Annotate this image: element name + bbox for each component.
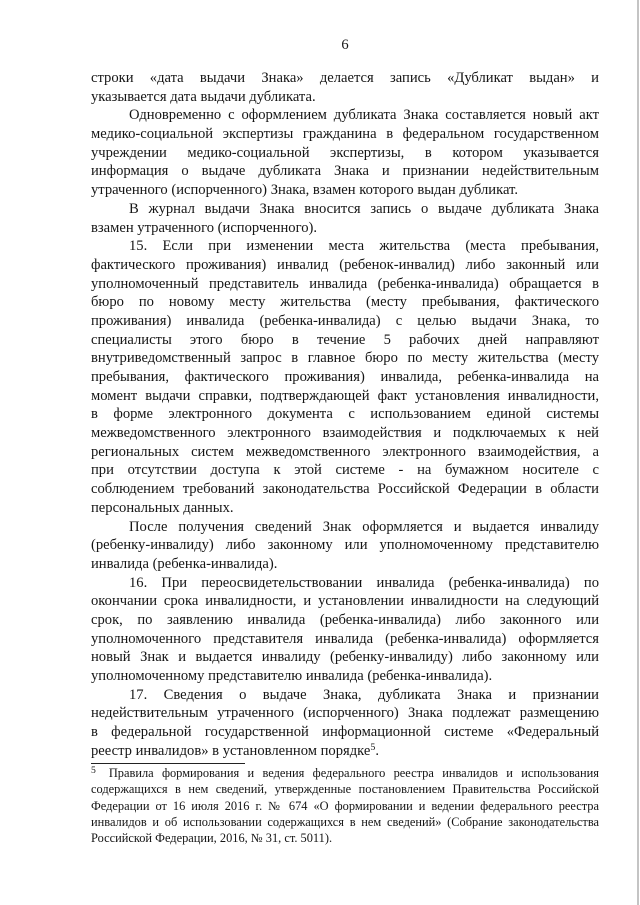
footnote-line: инвалидов и об использовании содержащихся в нем сведений» (Собрание законодательства <box>91 814 599 829</box>
footnote-reference: 5 <box>370 741 376 753</box>
paragraph-duplicate-record-continuation <box>91 69 599 106</box>
paragraph-line: (ребенку-инвалиду) либо законному или уполномоченному представителю <box>91 537 599 554</box>
paragraph-line: В журнал выдачи Знака вносится запись о выдаче дубликата Знака <box>129 200 599 217</box>
paragraph-journal-entry <box>91 200 599 237</box>
paragraph-after-information <box>91 518 599 574</box>
paragraph-line: После получения сведений Знак оформляется и выдается инвалиду <box>129 518 599 535</box>
paragraph-line: в федеральной государственной информационной системе «Федеральный <box>91 724 599 741</box>
footnote-marker: 5 <box>91 765 96 776</box>
paragraph-new-act <box>91 106 599 199</box>
scan-edge <box>637 0 639 905</box>
footnote-line: Российской Федерации, 2016, № 31, ст. 5011). <box>91 831 333 846</box>
paragraph-line: взамен утраченного (испорченного). <box>91 219 317 236</box>
paragraph-line <box>91 742 599 761</box>
footnote-line: Федерации от 16 июля 2016 г. № 674 «О формировании и ведении федерального реестра <box>91 798 599 813</box>
footnote-line: содержащихся в нем сведений, утвержденные постановлением Правительства Российской <box>91 782 599 797</box>
page-number: 6 <box>341 37 349 53</box>
paragraph-line: пребывания, фактического проживания) инвалида, ребенка-инвалида на <box>91 369 599 385</box>
paragraph-line: региональных систем межведомственного электронного взаимодействия, а <box>91 443 599 460</box>
paragraph-line: внутриведомственный запрос в главное бюро по месту жительства (месту <box>91 350 599 367</box>
paragraph-line: новый Знак и выдается инвалиду (ребенку-инвалиду) либо законному или <box>91 649 599 666</box>
paragraph-line: Одновременно с оформлением дубликата Знака составляется новый акт <box>129 107 599 124</box>
paragraph-line: медико-социальной экспертизы гражданина в федеральном государственном <box>91 126 599 143</box>
paragraph-line: 17. Сведения о выдаче Знака, дубликата Знака и признании <box>129 686 599 703</box>
paragraph-line: в форме электронного документа с использованием единой системы <box>91 406 599 423</box>
paragraph-line: строки «дата выдачи Знака» делается запись «Дубликат выдан» и <box>91 70 599 86</box>
paragraph-line: утраченного (испорченного) Знака, взамен которого выдан дубликат. <box>91 182 518 199</box>
paragraph-line: недействительным утраченного (испорченного) Знака подлежат размещению <box>91 705 599 722</box>
paragraph-line: учреждении медико-социальной экспертизы, в котором указывается <box>91 144 599 161</box>
paragraph-item-16 <box>91 574 599 686</box>
paragraph-line: 15. Если при изменении места жительства (места пребывания, <box>129 238 599 255</box>
footnote-separator <box>91 763 245 764</box>
paragraph-line: уполномоченного представителя инвалида (ребенка-инвалида) оформляется <box>91 630 599 647</box>
paragraph-line: персональных данных. <box>91 499 234 516</box>
paragraph-line: окончании срока инвалидности, и установлении инвалидности на следующий <box>91 593 599 610</box>
paragraph-line: бюро по новому месту жительства (месту пребывания, фактического <box>91 294 599 311</box>
paragraph-line: инвалида (ребенка-инвалида). <box>91 555 278 572</box>
paragraph-line: уполномоченному представителю инвалида (ребенка-инвалида). <box>91 668 493 684</box>
document-body <box>91 69 599 760</box>
paragraph-line: фактического проживания) инвалид (ребенок-инвалид) либо законный или <box>91 256 599 273</box>
paragraph-line: срок, по заявлению инвалида (ребенка-инвалида) либо законного или <box>91 611 599 628</box>
paragraph-line: указывается дата выдачи дубликата. <box>91 88 316 105</box>
paragraph-line: соблюдением требований законодательства Российской Федерации в области <box>91 481 599 498</box>
paragraph-line: момент выдачи справки, подтверждающей факт установления инвалидности, <box>91 387 599 404</box>
paragraph-line: межведомственного электронного взаимодействия и подключаемых к ней <box>91 425 599 442</box>
paragraph-item-17 <box>91 686 599 761</box>
footnote-line-text: Правила формирования и ведения федерального реестра инвалидов и использования <box>108 766 599 780</box>
paragraph-line: проживания) инвалида (ребенка-инвалида) с целью выдачи Знака, то <box>91 312 599 329</box>
sentence-end: . <box>375 742 379 759</box>
paragraph-line: специалисты этого бюро в течение 5 рабочих дней направляют <box>91 331 599 348</box>
paragraph-line: 16. При переосвидетельствовании инвалида (ребенка-инвалида) по <box>129 574 599 591</box>
paragraph-line: уполномоченный представитель инвалида (ребенка-инвалида) обращается в <box>91 275 599 292</box>
paragraph-line: при отсутствии доступа к этой системе - на бумажном носителе с <box>91 462 599 479</box>
footnote-line <box>91 765 599 781</box>
paragraph-line-text: реестр инвалидов» в установленном порядке <box>91 742 371 759</box>
paragraph-item-15 <box>91 237 599 517</box>
footnote <box>91 765 599 846</box>
paragraph-line: информация о выдаче дубликата Знака и признании недействительным <box>91 163 599 180</box>
